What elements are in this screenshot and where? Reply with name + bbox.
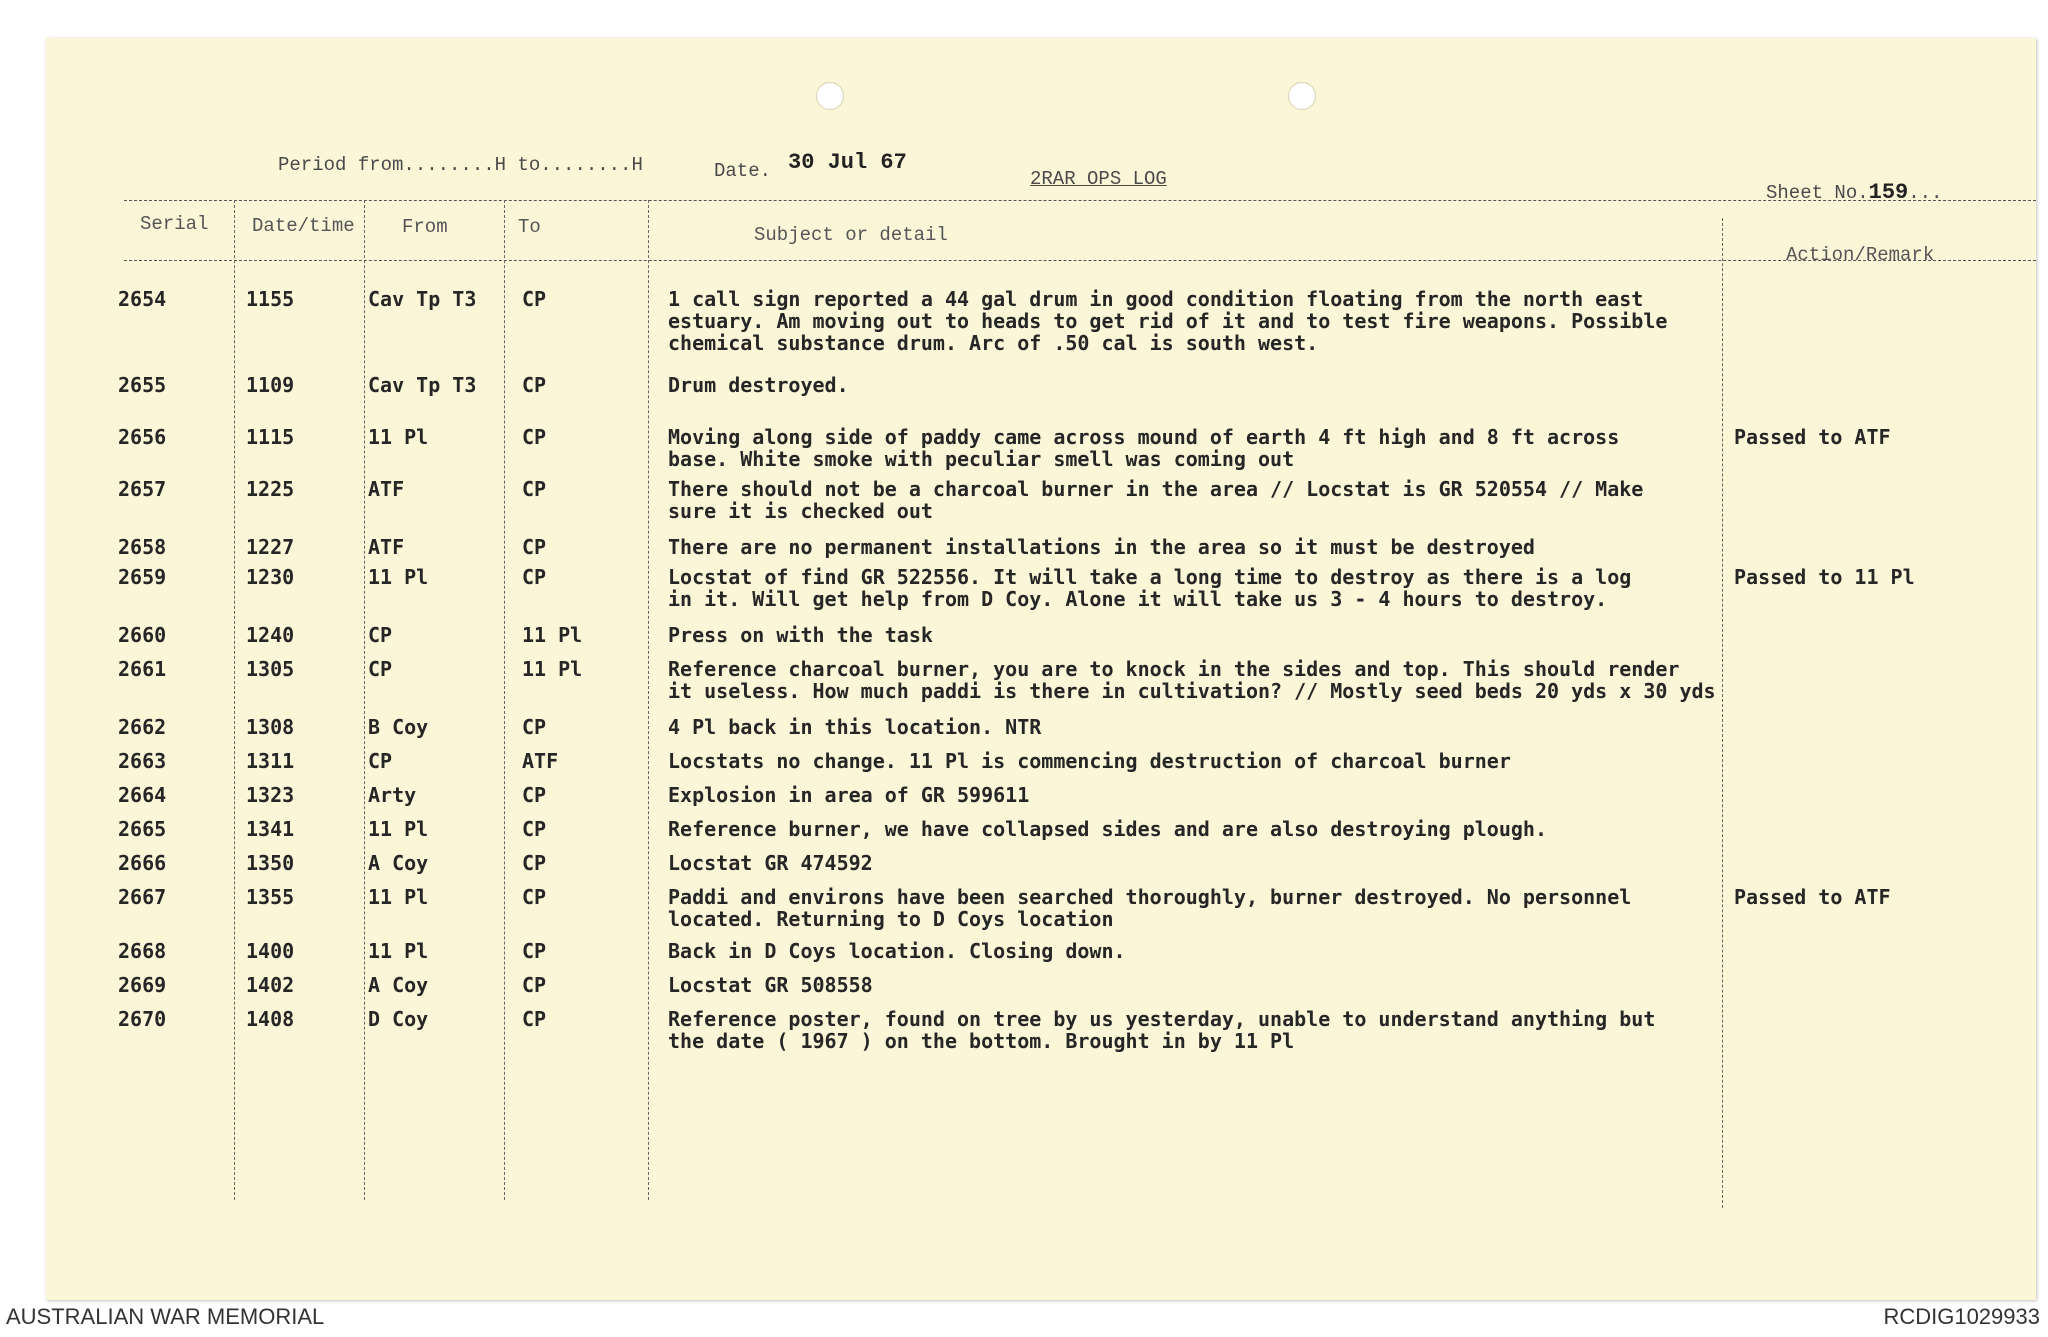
detail-line: sure it is checked out — [668, 499, 933, 523]
punch-hole — [816, 82, 844, 110]
time-cell: 1308 — [246, 715, 295, 739]
serial-cell: 2665 — [118, 817, 167, 841]
serial-cell: 2661 — [118, 657, 167, 681]
column-divider — [504, 200, 505, 1200]
from-cell: 11 Pl — [368, 425, 429, 449]
detail-line: Locstat of find GR 522556. It will take a long time to destroy as there is a log — [668, 565, 1632, 589]
to-cell: CP — [522, 715, 547, 739]
remark-cell: Passed to 11 Pl — [1734, 565, 1915, 589]
from-cell: 11 Pl — [368, 565, 429, 589]
detail-line: Explosion in area of GR 599611 — [668, 783, 1030, 807]
serial-cell: 2668 — [118, 939, 167, 963]
from-cell: Arty — [368, 783, 417, 807]
serial-cell: 2670 — [118, 1007, 167, 1031]
time-cell: 1355 — [246, 885, 295, 909]
ops-log-sheet — [46, 38, 2036, 1300]
detail-line: estuary. Am moving out to heads to get rid of it and to test fire weapons. Possible — [668, 309, 1668, 333]
from-cell: ATF — [368, 535, 405, 559]
sheet-number: Sheet No.159... — [1766, 180, 1943, 205]
time-cell: 1305 — [246, 657, 295, 681]
from-cell: CP — [368, 623, 393, 647]
col-datetime-header: Date/time — [252, 215, 355, 237]
detail-cell — [668, 818, 1748, 840]
time-cell: 1155 — [246, 287, 295, 311]
date-label: Date. — [714, 160, 772, 182]
col-from-header: From — [402, 216, 448, 238]
to-cell: CP — [522, 817, 547, 841]
detail-cell — [668, 288, 1748, 354]
to-cell: CP — [522, 373, 547, 397]
time-cell: 1400 — [246, 939, 295, 963]
detail-line: Paddi and environs have been searched thoroughly, burner destroyed. No personnel — [668, 885, 1632, 909]
detail-line: in it. Will get help from D Coy. Alone it will take us 3 - 4 hours to destroy. — [668, 587, 1608, 611]
col-to-header: To — [518, 216, 541, 238]
detail-line: located. Returning to D Coys location — [668, 907, 1114, 931]
from-cell: ATF — [368, 477, 405, 501]
to-cell: CP — [522, 565, 547, 589]
detail-line: Locstat GR 508558 — [668, 973, 873, 997]
detail-line: Drum destroyed. — [668, 373, 849, 397]
from-cell: CP — [368, 749, 393, 773]
punch-hole — [1288, 82, 1316, 110]
detail-cell — [668, 658, 1748, 702]
remark-cell: Passed to ATF — [1734, 425, 1891, 449]
remark-cell: Passed to ATF — [1734, 885, 1891, 909]
from-cell: B Coy — [368, 715, 429, 739]
from-cell: A Coy — [368, 851, 429, 875]
serial-cell: 2666 — [118, 851, 167, 875]
serial-cell: 2655 — [118, 373, 167, 397]
to-cell: CP — [522, 973, 547, 997]
col-serial-header: Serial — [140, 213, 209, 235]
to-cell: ATF — [522, 749, 559, 773]
detail-line: Locstat GR 474592 — [668, 851, 873, 875]
detail-cell — [668, 716, 1748, 738]
time-cell: 1240 — [246, 623, 295, 647]
detail-line: Moving along side of paddy came across mound of earth 4 ft high and 8 ft across — [668, 425, 1620, 449]
log-title: 2RAR OPS LOG — [1030, 168, 1167, 190]
detail-cell — [668, 566, 1748, 610]
period-label: Period from........H to........H — [278, 154, 643, 176]
time-cell: 1227 — [246, 535, 295, 559]
detail-cell — [668, 852, 1748, 874]
detail-line: Reference burner, we have collapsed sides and are also destroying plough. — [668, 817, 1547, 841]
from-cell: D Coy — [368, 1007, 429, 1031]
from-cell: Cav Tp T3 — [368, 287, 477, 311]
detail-cell — [668, 886, 1748, 930]
serial-cell: 2662 — [118, 715, 167, 739]
time-cell: 1350 — [246, 851, 295, 875]
detail-cell — [668, 750, 1748, 772]
detail-line: 4 Pl back in this location. NTR — [668, 715, 1042, 739]
serial-cell: 2660 — [118, 623, 167, 647]
time-cell: 1341 — [246, 817, 295, 841]
time-cell: 1225 — [246, 477, 295, 501]
to-cell: CP — [522, 477, 547, 501]
to-cell: CP — [522, 939, 547, 963]
detail-cell — [668, 940, 1748, 962]
detail-cell — [668, 784, 1748, 806]
to-cell: CP — [522, 1007, 547, 1031]
from-cell: Cav Tp T3 — [368, 373, 477, 397]
detail-line: Back in D Coys location. Closing down. — [668, 939, 1126, 963]
detail-line: Locstats no change. 11 Pl is commencing destruction of charcoal burner — [668, 749, 1511, 773]
time-cell: 1402 — [246, 973, 295, 997]
serial-cell: 2663 — [118, 749, 167, 773]
time-cell: 1230 — [246, 565, 295, 589]
header-rule-bottom — [124, 260, 2036, 261]
serial-cell: 2654 — [118, 287, 167, 311]
date-value: 30 Jul 67 — [788, 150, 907, 175]
from-cell: CP — [368, 657, 393, 681]
header-rule-top — [124, 200, 2036, 201]
detail-cell — [668, 374, 1748, 396]
detail-line: it useless. How much paddi is there in cultivation? // Mostly seed beds 20 yds x 30 yds — [668, 679, 1716, 703]
detail-cell — [668, 536, 1748, 558]
detail-line: base. White smoke with peculiar smell was coming out — [668, 447, 1295, 471]
serial-cell: 2667 — [118, 885, 167, 909]
col-subject-header: Subject or detail — [754, 224, 948, 246]
to-cell: CP — [522, 535, 547, 559]
detail-cell — [668, 426, 1748, 470]
serial-cell: 2656 — [118, 425, 167, 449]
time-cell: 1109 — [246, 373, 295, 397]
column-divider — [648, 200, 649, 1200]
serial-cell: 2657 — [118, 477, 167, 501]
detail-line: the date ( 1967 ) on the bottom. Brought in by 11 Pl — [668, 1029, 1295, 1053]
footer-archive-name: AUSTRALIAN WAR MEMORIAL — [6, 1304, 325, 1329]
detail-cell — [668, 1008, 1748, 1052]
serial-cell: 2659 — [118, 565, 167, 589]
from-cell: A Coy — [368, 973, 429, 997]
to-cell: CP — [522, 783, 547, 807]
detail-line: Reference poster, found on tree by us yesterday, unable to understand anything but — [668, 1007, 1656, 1031]
footer-archive-id: RCDIG1029933 — [1883, 1304, 2040, 1329]
column-divider — [234, 200, 235, 1200]
serial-cell: 2664 — [118, 783, 167, 807]
time-cell: 1408 — [246, 1007, 295, 1031]
detail-line: There are no permanent installations in the area so it must be destroyed — [668, 535, 1535, 559]
detail-line: chemical substance drum. Arc of .50 cal is south west. — [668, 331, 1319, 355]
column-divider — [1722, 218, 1723, 1208]
time-cell: 1115 — [246, 425, 295, 449]
to-cell: 11 Pl — [522, 657, 583, 681]
serial-cell: 2669 — [118, 973, 167, 997]
from-cell: 11 Pl — [368, 939, 429, 963]
from-cell: 11 Pl — [368, 817, 429, 841]
to-cell: CP — [522, 885, 547, 909]
col-action-header: Action/Remark — [1786, 244, 1935, 266]
detail-line: There should not be a charcoal burner in the area // Locstat is GR 520554 // Make — [668, 477, 1644, 501]
column-divider — [364, 200, 365, 1200]
detail-line: Press on with the task — [668, 623, 933, 647]
detail-line: Reference charcoal burner, you are to knock in the sides and top. This should render — [668, 657, 1680, 681]
detail-line: 1 call sign reported a 44 gal drum in good condition floating from the north east — [668, 287, 1644, 311]
time-cell: 1311 — [246, 749, 295, 773]
detail-cell — [668, 624, 1748, 646]
time-cell: 1323 — [246, 783, 295, 807]
to-cell: CP — [522, 851, 547, 875]
to-cell: 11 Pl — [522, 623, 583, 647]
serial-cell: 2658 — [118, 535, 167, 559]
detail-cell — [668, 974, 1748, 996]
detail-cell — [668, 478, 1748, 522]
from-cell: 11 Pl — [368, 885, 429, 909]
to-cell: CP — [522, 287, 547, 311]
to-cell: CP — [522, 425, 547, 449]
